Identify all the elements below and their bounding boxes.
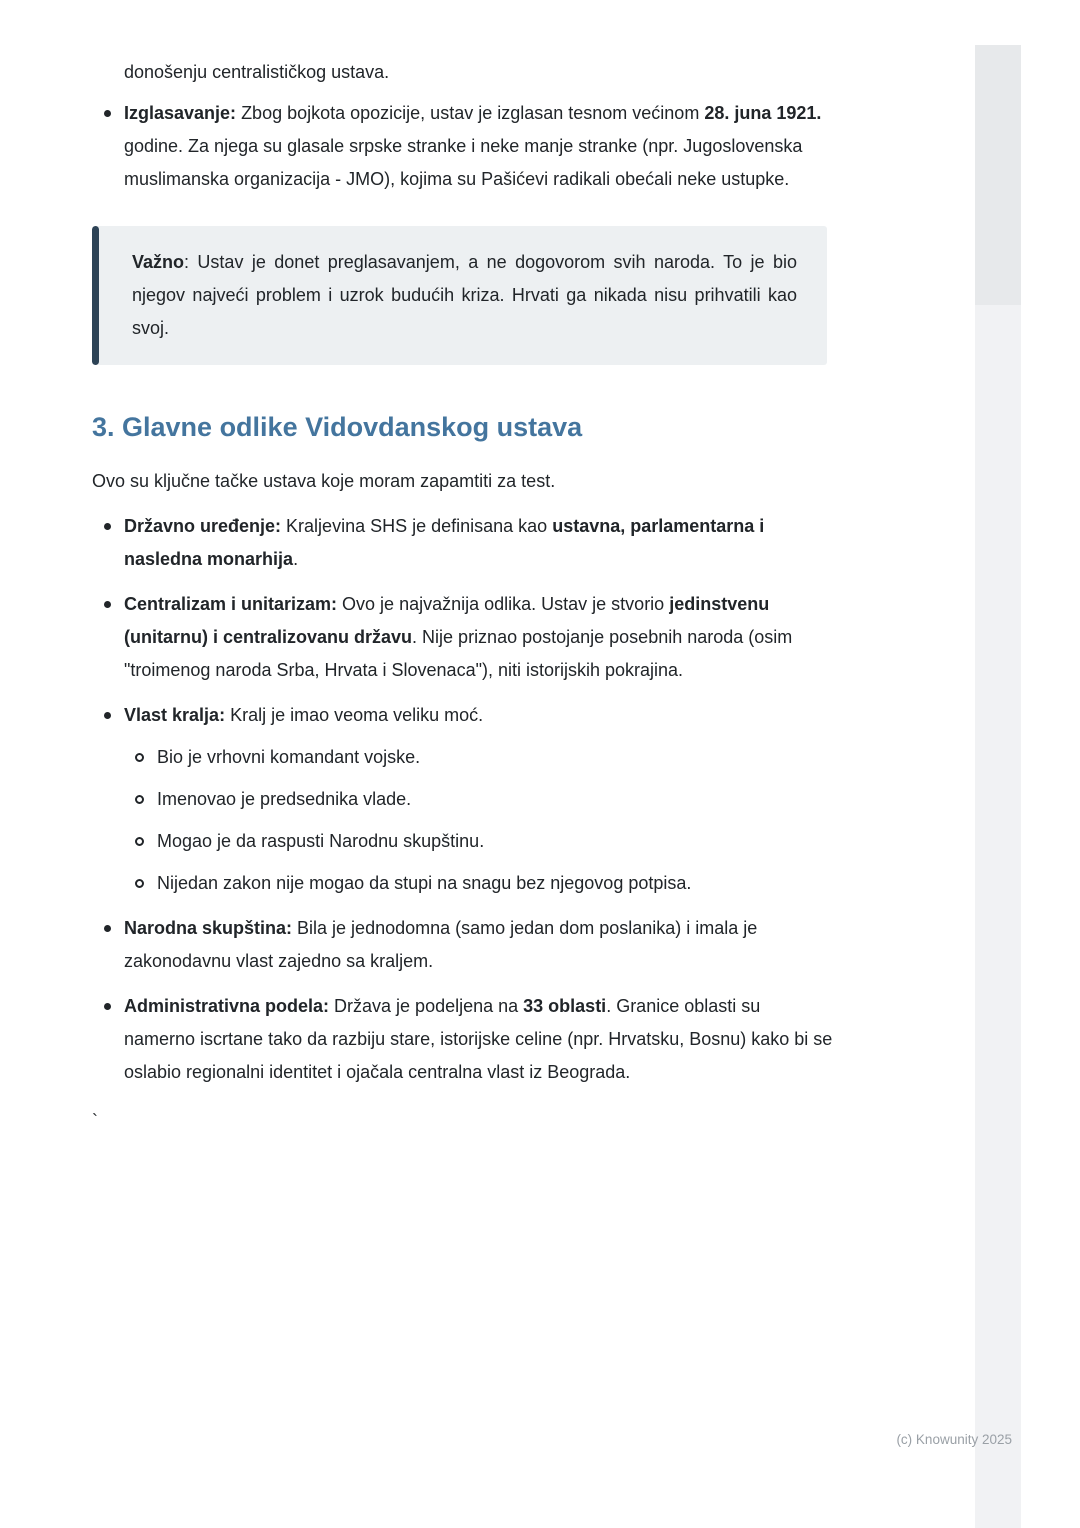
list-item [92, 588, 833, 687]
list-item-text: Izglasavanje: Zbog bojkota opozicije, ustav je izglasan tesnom većinom 28. juna 1921. godine. Za njega su glasale srpske stranke i neke manje stranke (npr. Jugoslovenska muslimanska organizacija - JMO), kojima su Pašićevi radikali obećali neke ustupke. [124, 103, 822, 189]
bullet-marker [104, 712, 111, 719]
document-content [92, 0, 833, 1138]
section-heading: 3. Glavne odlike Vidovdanskog ustava [92, 412, 583, 442]
circle-bullet-marker [135, 753, 144, 762]
list-item [92, 510, 833, 576]
list-item-text: Državno uređenje: Kraljevina SHS je definisana kao ustavna, parlamentarna i nasledna monarhija. [124, 516, 765, 569]
callout-accent-bar [92, 226, 99, 365]
circle-bullet-marker [135, 795, 144, 804]
callout-text: Važno: Ustav je donet preglasavanjem, a ne dogovorom svih naroda. To je bio njegov najveći problem i uzrok budućih kriza. Hrvati ga nikada nisu prihvatili kao svoj. [132, 252, 797, 338]
list-item-body [124, 97, 833, 196]
list-item [92, 97, 833, 196]
scrollbar-thumb[interactable] [975, 45, 1021, 305]
sub-list-item-text: Bio je vrhovni komandant vojske. [157, 747, 421, 767]
list-item-body [124, 912, 833, 978]
list-item-body [124, 990, 833, 1089]
list-item-text: Vlast kralja: Kralj je imao veoma veliku moć. [124, 705, 484, 725]
list-item-body [124, 699, 833, 900]
footer-credit: (c) Knowunity 2025 [896, 1432, 1012, 1447]
circle-bullet-marker [135, 837, 144, 846]
sub-list-item [124, 741, 833, 774]
list-item-body [124, 510, 833, 576]
list-item-text: Centralizam i unitarizam: Ovo je najvažnija odlika. Ustav je stvorio jedinstvenu (unitarnu) i centralizovanu državu. Nije priznao postojanje posebnih naroda (osim "troimenog naroda Srba, Hrvata i Slovenaca"), niti istorijskih pokrajina. [124, 594, 793, 680]
sub-bullet-list [124, 741, 833, 900]
callout-box [92, 226, 827, 365]
section-intro: Ovo su ključne tačke ustava koje moram zapamtiti za test. [92, 471, 556, 491]
list-item [92, 990, 833, 1089]
bullet-marker [104, 523, 111, 530]
bullet-marker [104, 1003, 111, 1010]
list-item-text: Narodna skupština: Bila je jednodomna (samo jedan dom poslanika) i imala je zakonodavnu vlast zajedno sa kraljem. [124, 918, 758, 971]
sub-list-item-text: Mogao je da raspusti Narodnu skupštinu. [157, 831, 485, 851]
sub-list-item [124, 783, 833, 816]
continuation-text: donošenju centralističkog ustava. [124, 62, 390, 82]
sub-list-item [124, 867, 833, 900]
sub-list-item-text: Imenovao je predsednika vlade. [157, 789, 412, 809]
circle-bullet-marker [135, 879, 144, 888]
bullet-marker [104, 110, 111, 117]
sub-list-item [124, 825, 833, 858]
sub-list-item-text: Nijedan zakon nije mogao da stupi na snagu bez njegovog potpisa. [157, 873, 692, 893]
stray-backtick: ` [92, 1111, 98, 1131]
list-item [92, 699, 833, 900]
list-item [92, 912, 833, 978]
scrollbar-track[interactable] [975, 45, 1021, 1528]
list-item-body [124, 588, 833, 687]
list-item-text: Administrativna podela: Država je podeljena na 33 oblasti. Granice oblasti su namerno iscrtane tako da razbiju stare, istorijske celine (npr. Hrvatsku, Bosnu) kako bi se oslabio regionalni identitet i ojačala centralna vlast iz Beograda. [124, 996, 833, 1082]
bullet-marker [104, 601, 111, 608]
bullet-marker [104, 925, 111, 932]
features-list [92, 510, 833, 1089]
